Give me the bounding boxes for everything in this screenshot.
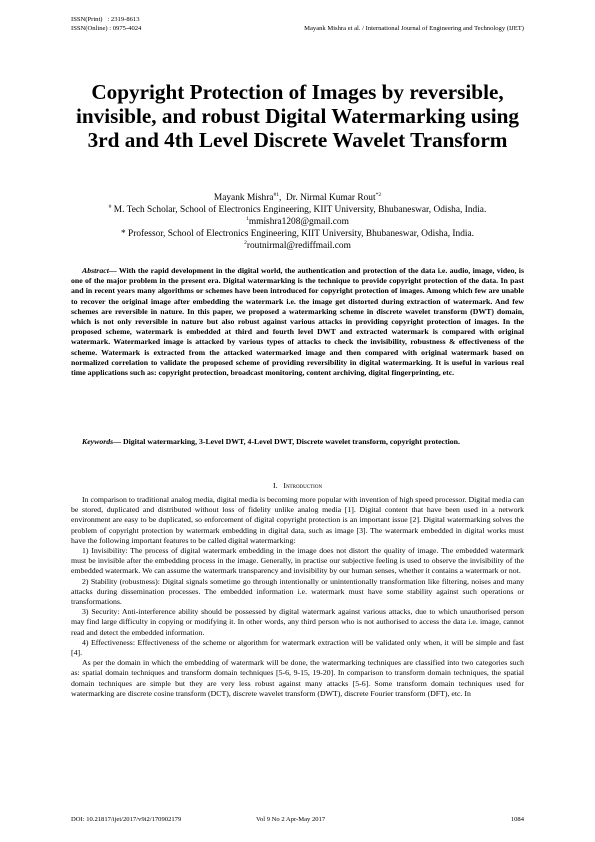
paragraph: In comparison to traditional analog media, digital media is becoming more popular with invention of high speed processor. Digital media can be stored, duplicated and distributed without loss of fidelity unlike analog media [1]. Digital content that have been used in a network environment are easy to be duplicated, so enforcement of digital copyright protection is an important issue [2]. Digital watermarking solves the problem of copyright protection by watermark embedding in digital data, such as image [3]. The watermark embedded in digital works must have the following important features to be called digital watermarking: <box>71 495 524 545</box>
paper-title: Copyright Protection of Images by reversible, invisible, and robust Digital Watermarking using 3rd and 4th Level Discrete Wavelet Transform <box>75 80 520 153</box>
affiliation-1 <box>71 204 524 216</box>
paragraph <box>71 638 524 658</box>
author-names <box>71 192 524 204</box>
feature-text: : Anti-interference ability should be possessed by digital watermark against various attacks, due to which unauthorised person may find large difficulty in copying or modifying it. In other words, any third person who is not authorised to access the data i.e. image, cannot read and detect the embedded information. <box>71 607 524 637</box>
feature-label: 2) Stability (robustness) <box>82 576 158 586</box>
paragraph <box>71 607 524 638</box>
issn-online: ISSN(Online) : 0975-4024 <box>71 24 142 32</box>
section-title: Introduction <box>283 481 323 490</box>
email-2 <box>71 240 524 252</box>
feature-text: : The process of digital watermark embedding in the image does not distort the quality of image. The embedded watermark must be invisible after the embedding process in the image. Generally, in practise our subjective feeling is used to observe the invisibility of the embedded watermark. We can assume the watermark transparency and invisibility by our human senses, whether it contains a watermark or not. <box>71 546 524 576</box>
feature-label: 4) Effectiveness: <box>82 637 135 647</box>
section-heading <box>0 481 595 490</box>
body-text <box>71 495 524 699</box>
feature-label: 1) Invisibility <box>82 546 126 556</box>
doi: DOI: 10.21817/ijet/2017/v9i2/170902179 <box>71 816 182 823</box>
keywords-text: Digital watermarking, 3-Level DWT, 4-Level DWT, Discrete wavelet transform, copyright protection. <box>122 437 460 446</box>
keywords-label: Keywords <box>82 437 114 446</box>
paragraph <box>71 546 524 577</box>
affiliation-1-mark: # <box>108 204 112 210</box>
issn-print: ISSN(Print) : 2319-8613 <box>71 16 140 23</box>
running-title: Mayank Mishra et al. / International Journal of Engineering and Technology (IJET) <box>304 24 524 32</box>
affiliation-2: * Professor, School of Electronics Engineering, KIIT University, Bhubaneswar, Odisha, India. <box>120 229 475 239</box>
author-1: Mayank Mishra <box>213 193 274 203</box>
author-1-mark: #1 <box>273 192 279 198</box>
volume-info: Vol 9 No 2 Apr-May 2017 <box>256 816 326 823</box>
author-2: Dr. Nirmal Kumar Rout <box>286 193 376 203</box>
feature-text: : Digital signals sometime go through intentionally or unintentionally transformation like filtering, noises and many attacks during dissemination processes. The embedded information i.e. watermark must have some stability against such operations or transformations. <box>71 576 525 607</box>
author-2-mark: *2 <box>375 192 382 198</box>
email-1-mark: 1 <box>246 216 249 222</box>
paragraph: As per the domain in which the embedding of watermark will be done, the watermarking techniques are classified into two categories such as: spatial domain techniques and transform domain techniques [5-6, 9-15, 19-20]. In comparison to transform domain techniques, the spatial domain techniques are simple but they are very less robust against many attacks [5-6]. Some transform domain techniques used for watermarking are discrete cosine transform (DCT), discrete wavelet transform (DWT), discrete Fourier transform (DFT), etc. In <box>71 658 524 698</box>
abstract-label: Abstract <box>82 266 109 275</box>
author-separator: , <box>279 193 287 203</box>
email-2-mark: 2 <box>244 240 247 246</box>
email-1 <box>71 216 524 228</box>
paragraph <box>71 577 524 608</box>
page-number: 1084 <box>510 816 524 823</box>
author-block <box>71 192 524 252</box>
email-2-text: routnirmal@rediffmail.com <box>246 241 351 251</box>
abstract-text: With the rapid development in the digital world, the authentication and protection of the data i.e. audio, image, video, is one of the major problem in the present era. Digital watermarking is the technique to provide copyright protection of the data. In past and in recent years many algorithms or schemes have been introduced for copyright protection of images. Among which few are unable to recover the original image after embedding the watermark i.e. the image get distorted during extraction of watermark. And few schemes are reversible in nature. In this paper, we proposed a watermarking scheme in discrete wavelet transform (DWT) domain, which is not only reversible in nature but also robust against various attacks in providing copyright protection of images. In the proposed scheme, watermark is embedded at third and fourth level DWT and extracted watermark is compared with original watermark. Watermarked image is attacked by various types of attacks to check the invisibility, robustness & effectiveness of the scheme. Watermark is extracted from the attacked watermarked image and then compared with original watermark based on normalized correlation to validate the proposed scheme of providing reversibility in digital watermarking. It is useful in various real time applications such as: copyright protection, broadcast monitoring, content archiving, digital fingerprinting, etc. <box>71 266 524 378</box>
feature-label: 3) Security <box>82 607 118 617</box>
abstract-dash: — <box>108 266 119 275</box>
abstract <box>71 266 524 378</box>
email-1-text: mmishra1208@gmail.com <box>248 217 349 227</box>
section-number: I. <box>272 481 278 490</box>
keywords-dash: — <box>113 437 123 446</box>
affiliation-1-text: M. Tech Scholar, School of Electronics Engineering, KIIT University, Bhubaneswar, Odisha, India. <box>111 205 487 215</box>
keywords <box>71 437 524 447</box>
feature-text: Effectiveness of the scheme or algorithm for watermark extraction will be validated only when, it will be simple and fast [4]. <box>71 637 524 658</box>
journal-header <box>71 16 524 33</box>
